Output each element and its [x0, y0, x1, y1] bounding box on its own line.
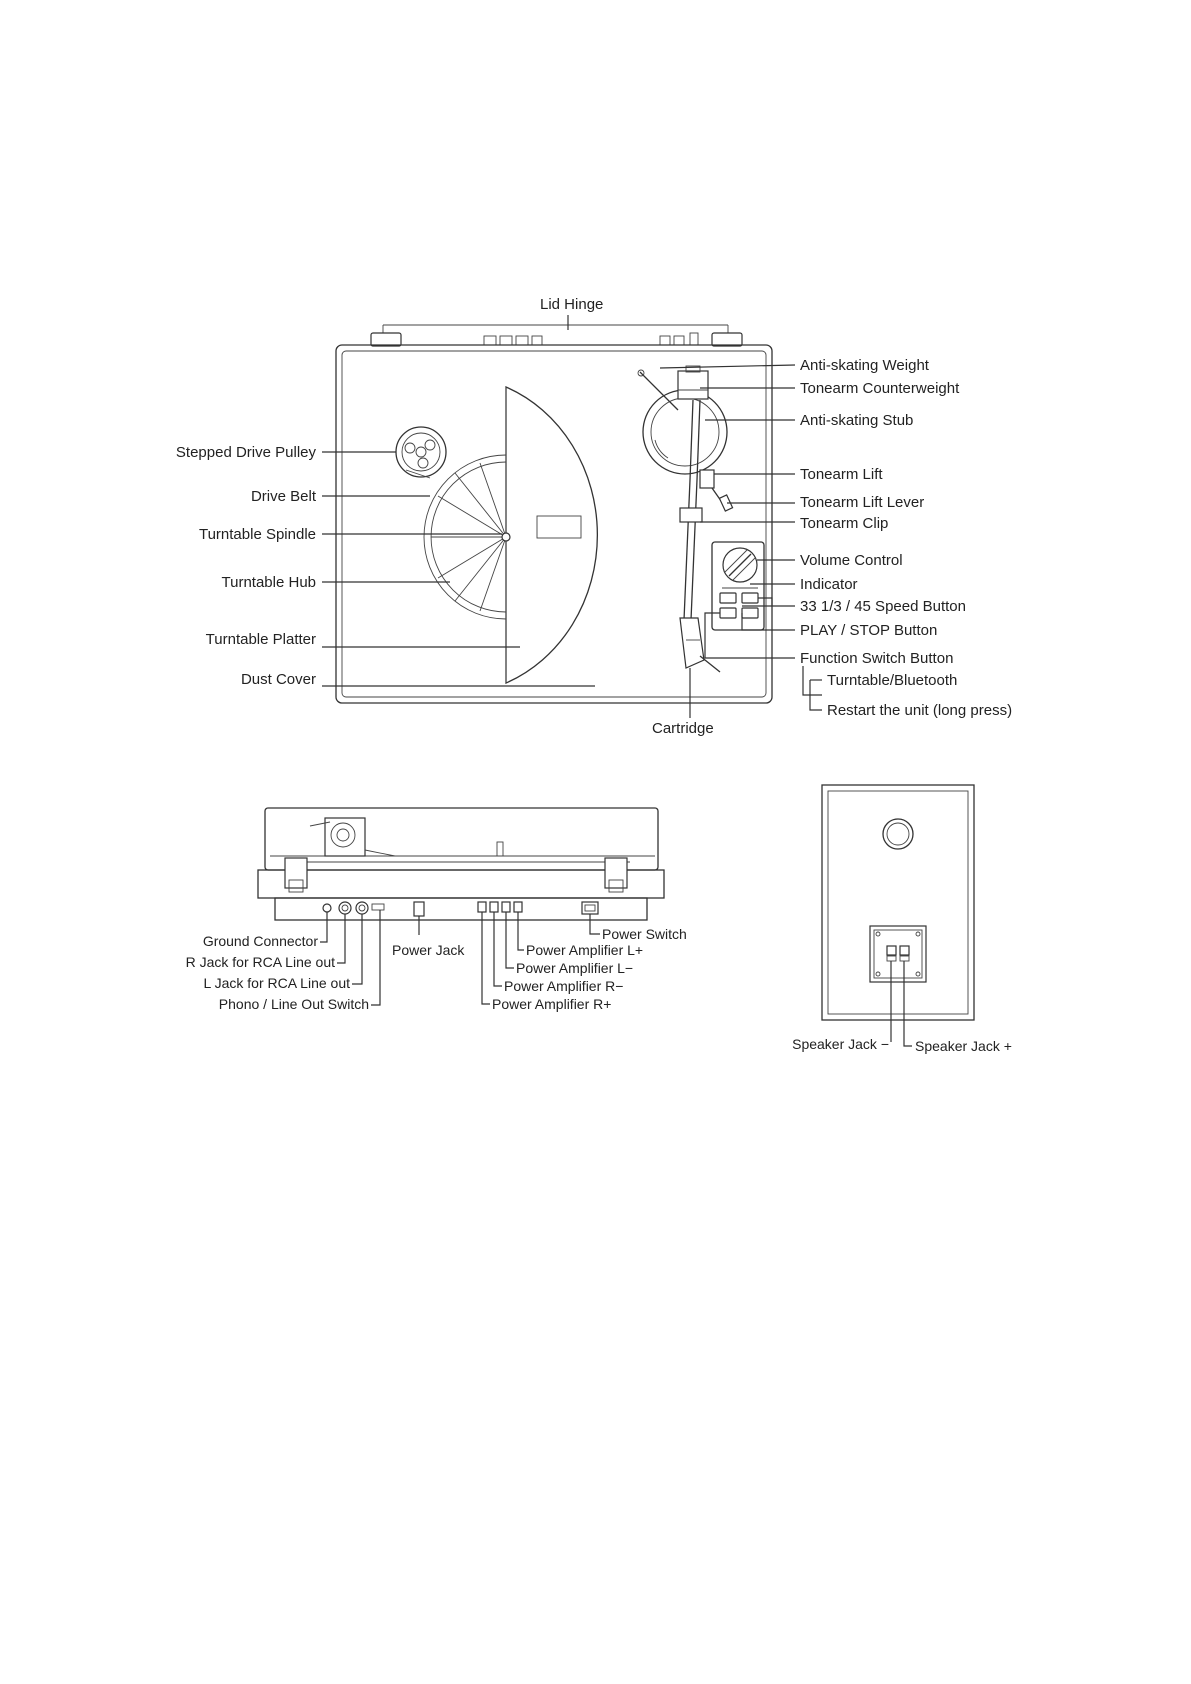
- label-lid-hinge: Lid Hinge: [540, 296, 604, 313]
- tonearm-counterweight: [678, 371, 708, 399]
- rear-hinge-left: [285, 858, 307, 888]
- power-switch: [582, 902, 598, 914]
- power-jack: [414, 902, 424, 916]
- rear-dust-cover: [265, 808, 658, 870]
- stepped-drive-pulley: [396, 427, 446, 477]
- dust-cover: [506, 387, 597, 683]
- label-stepped-drive-pulley: Stepped Drive Pulley: [175, 444, 316, 461]
- speed-button-33: [720, 593, 736, 603]
- phono-line-switch: [372, 904, 384, 910]
- ground-connector: [323, 904, 331, 912]
- l-jack: [356, 902, 368, 914]
- label-speaker-jack-plus: Speaker Jack +: [915, 1038, 1012, 1054]
- label-function-switch-button: Function Switch Button: [800, 650, 954, 667]
- rear-hinge-right: [605, 858, 627, 888]
- label-l-jack: L Jack for RCA Line out: [203, 975, 350, 991]
- speed-button-45: [742, 593, 758, 603]
- label-speed-button: 33 1/3 / 45 Speed Button: [800, 598, 966, 615]
- label-turntable-hub: Turntable Hub: [221, 574, 316, 591]
- label-amp-r-plus: Power Amplifier R+: [492, 996, 612, 1012]
- label-amp-l-plus: Power Amplifier L+: [526, 942, 644, 958]
- tonearm-base: [643, 390, 727, 474]
- label-volume-control: Volume Control: [800, 552, 903, 569]
- label-restart-unit: Restart the unit (long press): [827, 702, 1013, 719]
- hinge-right: [712, 333, 742, 346]
- label-play-stop-button: PLAY / STOP Button: [800, 622, 938, 639]
- label-amp-l-minus: Power Amplifier L−: [516, 960, 634, 976]
- label-tonearm-clip: Tonearm Clip: [800, 515, 889, 532]
- label-turntable-platter: Turntable Platter: [205, 631, 316, 648]
- label-anti-skating-stub: Anti-skating Stub: [800, 412, 914, 429]
- turntable-spindle: [502, 533, 510, 541]
- label-phono-line-switch: Phono / Line Out Switch: [218, 996, 369, 1012]
- speaker-rear-view: [822, 785, 974, 1046]
- label-power-switch: Power Switch: [602, 926, 687, 942]
- function-switch-button: [720, 608, 736, 618]
- label-dust-cover: Dust Cover: [240, 671, 316, 688]
- label-tonearm-lift-lever: Tonearm Lift Lever: [800, 494, 925, 511]
- turntable-top-view: [336, 325, 772, 703]
- label-ground-connector: Ground Connector: [202, 933, 318, 949]
- label-tonearm-counterweight: Tonearm Counterweight: [800, 380, 960, 397]
- cartridge: [680, 618, 704, 668]
- label-speaker-jack-minus: Speaker Jack −: [792, 1036, 889, 1052]
- speaker-jack-plus: [900, 946, 909, 955]
- label-indicator: Indicator: [800, 576, 858, 593]
- label-turntable-bluetooth: Turntable/Bluetooth: [827, 672, 958, 689]
- label-tonearm-lift: Tonearm Lift: [800, 466, 883, 483]
- rear-body: [258, 870, 664, 898]
- tonearm-lift: [700, 470, 714, 488]
- label-drive-belt: Drive Belt: [250, 488, 316, 505]
- speaker-terminal-plate: [870, 926, 926, 982]
- r-jack: [339, 902, 351, 914]
- speaker-port: [883, 819, 913, 849]
- turntable-rear-view: [258, 808, 664, 920]
- label-anti-skating-weight: Anti-skating Weight: [800, 357, 929, 374]
- label-cartridge: Cartridge: [652, 720, 714, 737]
- label-r-jack: R Jack for RCA Line out: [185, 954, 335, 970]
- hinge-left: [371, 333, 401, 346]
- play-stop-button: [742, 608, 758, 618]
- label-power-jack: Power Jack: [392, 942, 465, 958]
- tonearm-clip: [680, 508, 702, 522]
- label-amp-r-minus: Power Amplifier R−: [504, 978, 624, 994]
- top-view-leader-lines: [322, 315, 822, 718]
- label-turntable-spindle: Turntable Spindle: [198, 526, 316, 543]
- speaker-jack-minus: [887, 946, 896, 955]
- speaker-cabinet: [822, 785, 974, 1020]
